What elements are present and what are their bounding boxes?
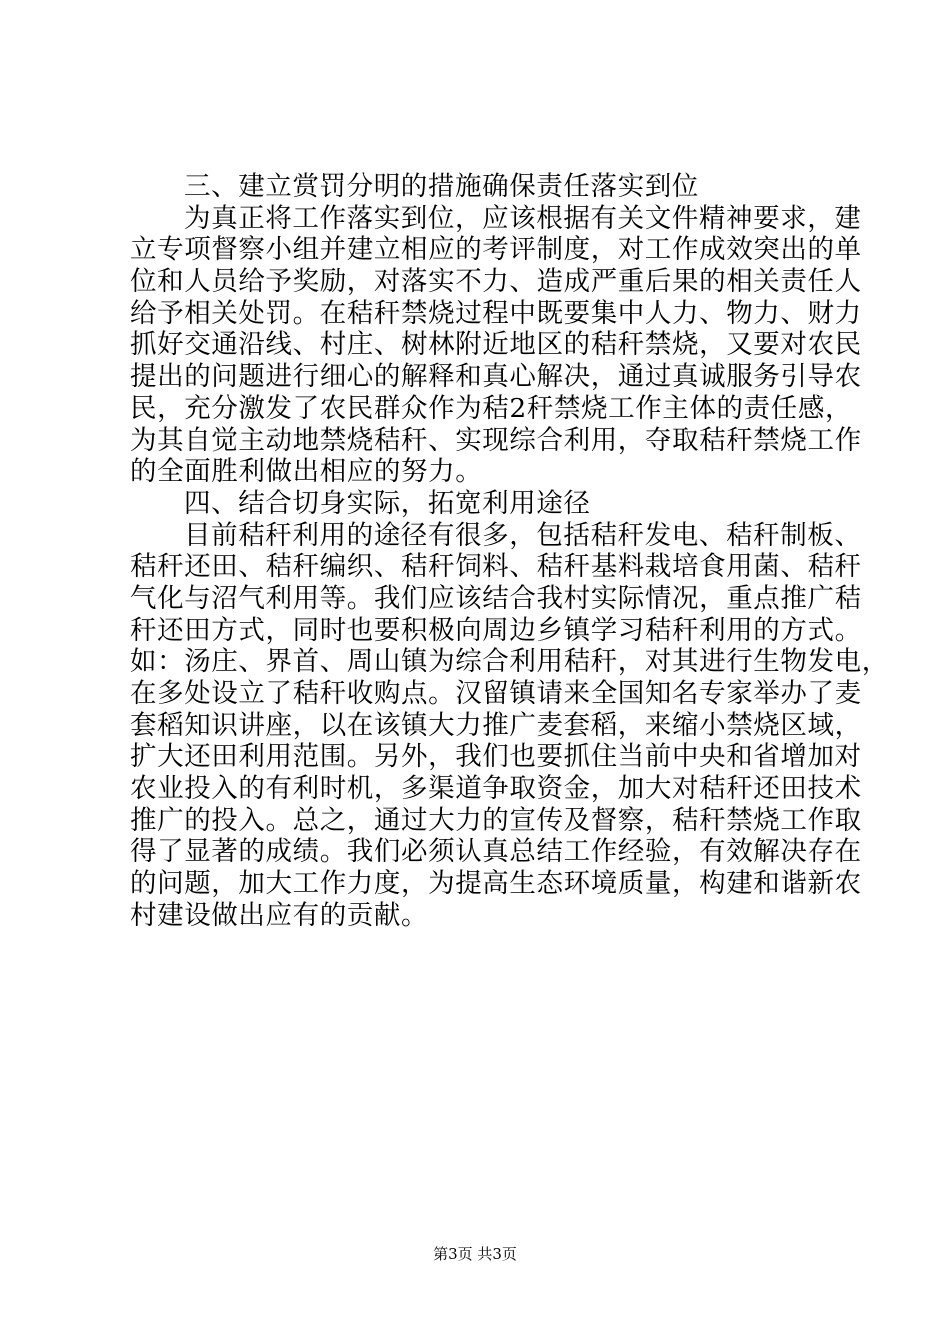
section-heading-4: 四、结合切身实际，拓宽利用途径 bbox=[184, 487, 591, 519]
paragraph-line: 秆还田方式，同时也要积极向周边乡镇学习秸秆利用的方式。 bbox=[130, 614, 862, 646]
paragraph-line: 位和人员给予奖励，对落实不力、造成严重后果的相关责任人 bbox=[130, 266, 862, 298]
paragraph-line: 在多处设立了秸秆收购点。汉留镇请来全国知名专家举办了麦 bbox=[130, 678, 862, 709]
paragraph-line: 抓好交通沿线、村庄、树林附近地区的秸秆禁烧，又要对农民 bbox=[130, 329, 862, 361]
paragraph-line: 秸秆还田、秸秆编织、秸秆饲料、秸秆基料栽培食用菌、秸秆 bbox=[130, 551, 862, 583]
paragraph-line: 目前秸秆利用的途径有很多，包括秸秆发电、秸秆制板、 bbox=[184, 519, 862, 551]
paragraph-line: 立专项督察小组并建立相应的考评制度，对工作成效突出的单 bbox=[130, 234, 862, 266]
page-number-footer: 第3页 共3页 bbox=[433, 1245, 517, 1263]
paragraph-line: 套稻知识讲座，以在该镇大力推广麦套稻，来缩小禁烧区域， bbox=[130, 709, 862, 741]
paragraph-line: 给予相关处罚。在秸秆禁烧过程中既要集中人力、物力、财力 bbox=[130, 297, 862, 329]
paragraph-line: 推广的投入。总之，通过大力的宣传及督察，秸秆禁烧工作取 bbox=[130, 804, 862, 836]
section-heading-3: 三、建立赏罚分明的措施确保责任落实到位 bbox=[184, 171, 699, 202]
paragraph-line: 为其自觉主动地禁烧秸秆、实现综合利用，夺取秸秆禁烧工作 bbox=[130, 424, 862, 456]
paragraph-line: 的问题，加大工作力度，为提高生态环境质量，构建和谐新农 bbox=[130, 868, 862, 900]
paragraph-line: 得了显著的成绩。我们必须认真总结工作经验，有效解决存在 bbox=[130, 836, 862, 868]
paragraph-line: 为真正将工作落实到位，应该根据有关文件精神要求，建 bbox=[184, 202, 862, 234]
paragraph-line: 如：汤庄、界首、周山镇为综合利用秸秆，对其进行生物发电， bbox=[130, 646, 889, 678]
document-body bbox=[130, 171, 889, 932]
paragraph-line: 民，充分激发了农民群众作为秸2秆禁烧工作主体的责任感， bbox=[130, 392, 853, 424]
paragraph-line: 气化与沼气利用等。我们应该结合我村实际情况，重点推广秸 bbox=[130, 582, 862, 614]
paragraph-line: 农业投入的有利时机，多渠道争取资金，加大对秸秆还田技术 bbox=[130, 773, 862, 805]
paragraph-line: 村建设做出应有的贡献。 bbox=[130, 899, 429, 931]
paragraph-line: 的全面胜利做出相应的努力。 bbox=[130, 456, 483, 488]
paragraph-line: 提出的问题进行细心的解释和真心解决，通过真诚服务引导农 bbox=[130, 361, 862, 393]
paragraph-line: 扩大还田利用范围。另外，我们也要抓住当前中央和省增加对 bbox=[130, 741, 862, 773]
